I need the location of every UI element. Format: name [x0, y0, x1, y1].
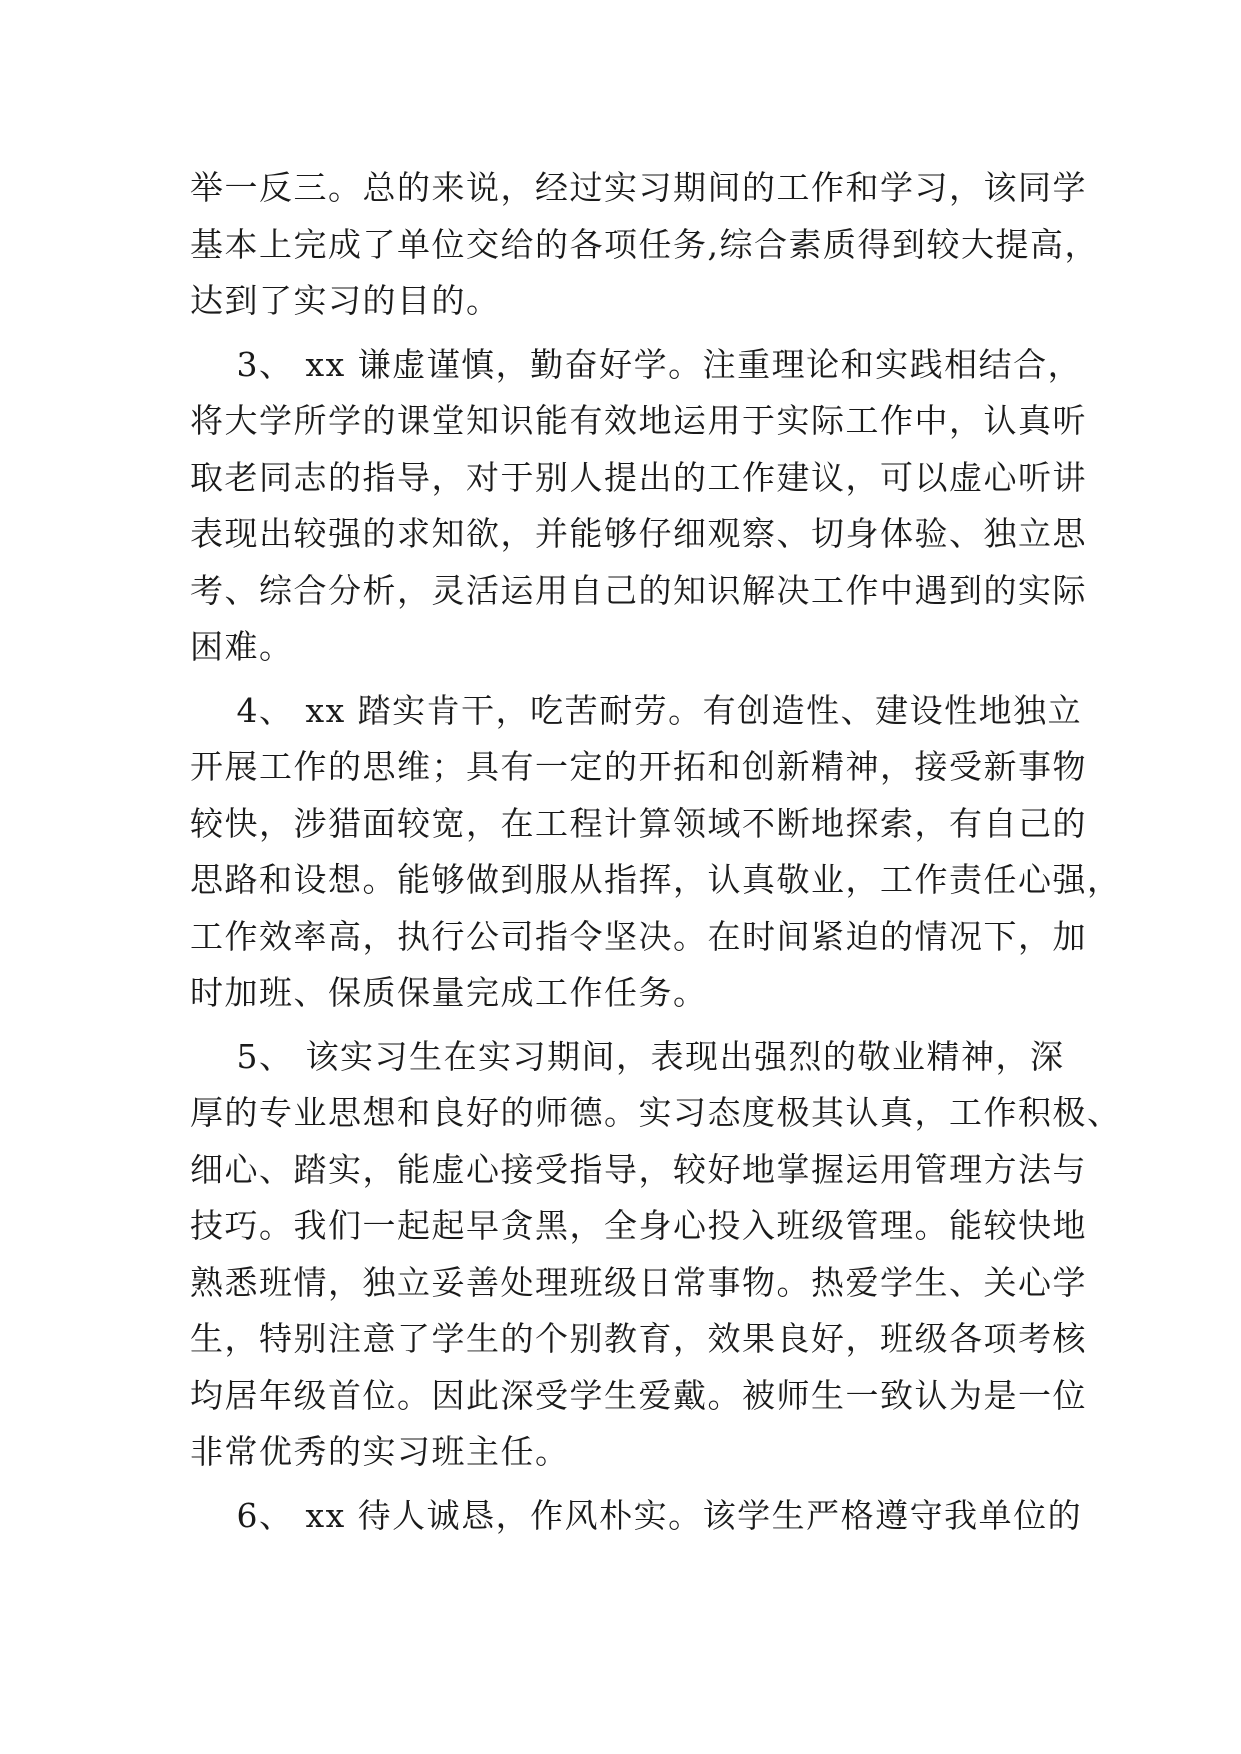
- text-line: 开展工作的思维；具有一定的开拓和创新精神，接受新事物: [190, 747, 1087, 786]
- text-line: 困难。: [190, 627, 294, 666]
- text-line: 技巧。我们一起起早贪黑，全身心投入班级管理。能较快地: [190, 1206, 1087, 1245]
- paragraph-gap: [190, 676, 1050, 683]
- text-line: 考、综合分析，灵活运用自己的知识解决工作中遇到的实际: [190, 570, 1087, 610]
- text-line: 3、 xx 谦虚谨慎，勤奋好学。注重理论和实践相结合，: [190, 344, 1083, 384]
- text-line: 表现出较强的求知欲，并能够仔细观察、切身体验、独立思: [190, 514, 1087, 553]
- text-line: 取老同志的指导，对于别人提出的工作建议，可以虚心听讲: [190, 457, 1087, 497]
- text-line: 基本上完成了单位交给的各项任务,综合素质得到较大提高，: [190, 224, 1099, 264]
- text-line: 工作效率高，执行公司指令坚决。在时间紧迫的情况下，加: [190, 916, 1087, 956]
- paragraph-gap: [190, 1022, 1050, 1029]
- document-body: [190, 160, 1122, 1544]
- text-line: 将大学所学的课堂知识能有效地运用于实际工作中，认真听: [190, 401, 1087, 440]
- text-line: 均居年级首位。因此深受学生爱戴。被师生一致认为是一位: [190, 1375, 1087, 1415]
- text-line: 细心、踏实，能虚心接受指导，较好地掌握运用管理方法与: [190, 1149, 1087, 1189]
- text-line: 非常优秀的实习班主任。: [190, 1432, 570, 1471]
- text-line: 举一反三。总的来说，经过实习期间的工作和学习，该同学: [190, 168, 1087, 207]
- text-line: 思路和设想。能够做到服从指挥，认真敬业，工作责任心强，: [190, 860, 1122, 899]
- paragraph-gap: [190, 330, 1050, 337]
- text-line: 6、 xx 待人诚恳，作风朴实。该学生严格遵守我单位的: [190, 1495, 1083, 1535]
- paragraph-gap: [190, 1481, 1050, 1488]
- text-line: 5、 该实习生在实习期间，表现出强烈的敬业精神，深: [190, 1036, 1065, 1076]
- text-line: 熟悉班情，独立妥善处理班级日常事物。热爱学生、关心学: [190, 1262, 1087, 1302]
- text-line: 时加班、保质保量完成工作任务。: [190, 973, 708, 1012]
- text-line: 较快，涉猎面较宽，在工程计算领域不断地探索，有自己的: [190, 803, 1087, 843]
- text-line: 生，特别注意了学生的个别教育，效果良好，班级各项考核: [190, 1319, 1087, 1358]
- text-line: 4、 xx 踏实肯干，吃苦耐劳。有创造性、建设性地独立: [190, 690, 1083, 730]
- text-line: 达到了实习的目的。: [190, 281, 501, 320]
- text-line: 厚的专业思想和良好的师德。实习态度极其认真，工作积极、: [190, 1093, 1122, 1132]
